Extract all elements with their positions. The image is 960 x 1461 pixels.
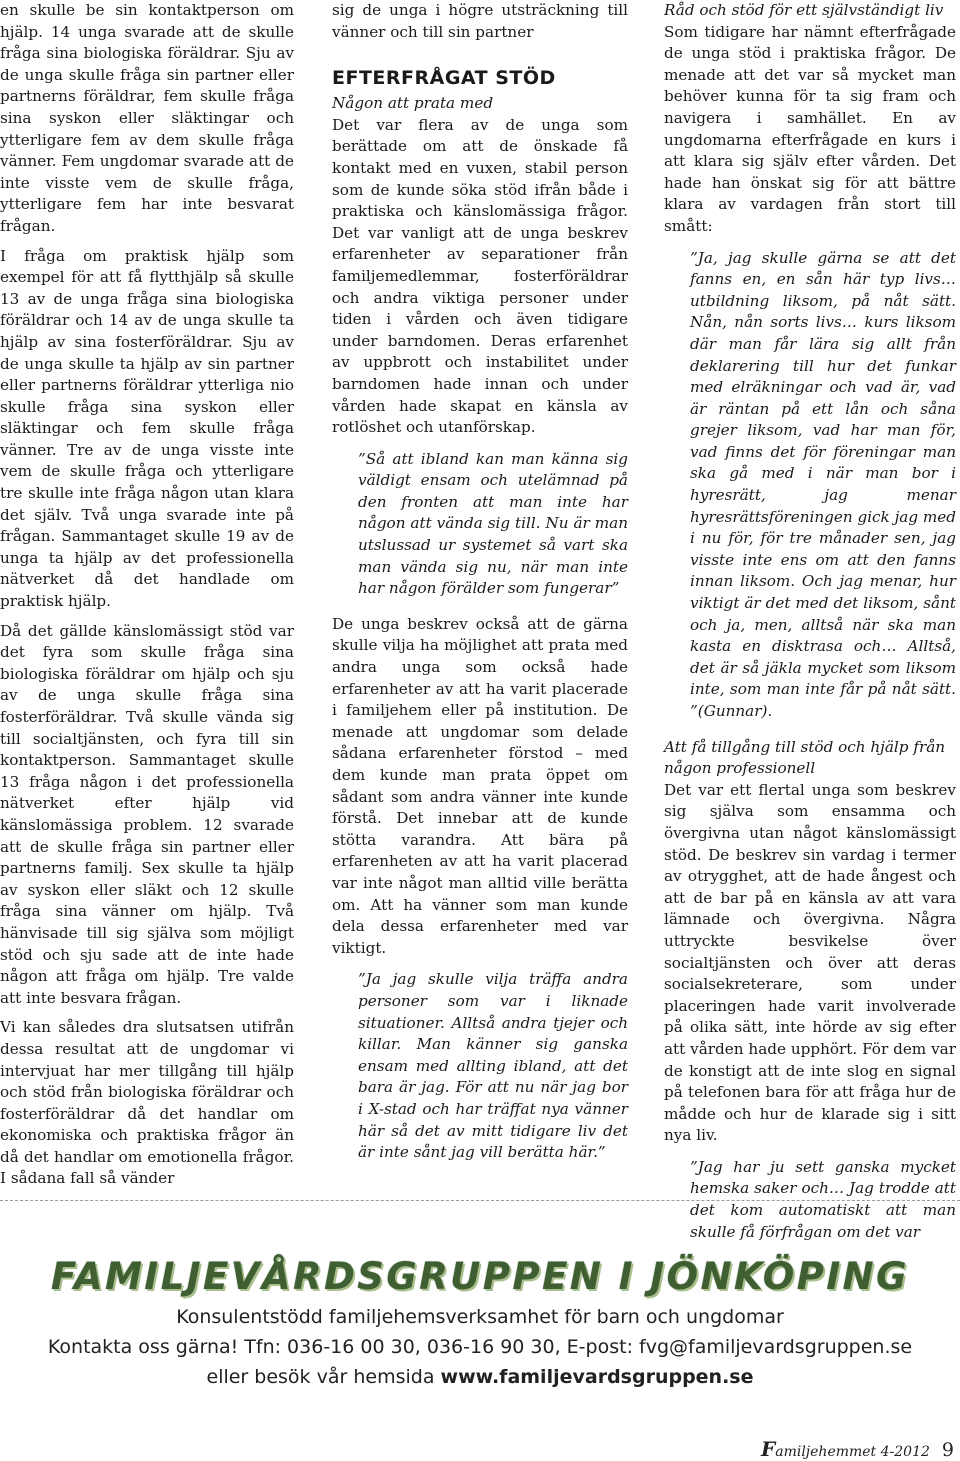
interview-quote: ”Jag har ju sett ganska mycket hemska saker och… Jag trodde att det kom automatiskt att man skulle få förfrågan om det var xyxy=(690,1157,956,1241)
body-paragraph: De unga beskrev också att de gärna skulle vilja ha möjlighet att prata med andra unga som också hade erfarenheter av att ha varit placerade i familjehem eller på institution. De menade att ungdomar som delade sådana erfarenheter förstod – med dem kunde man prata öppet om sådant som andra vänner inte kunde förstå. Det innebar att de kunde stötta varandra. Att bära på erfarenheten av att ha varit placerad var inte något man alltid ville berätta om. Att ha vänner som man kunde dela dessa erfarenheter med var viktigt. xyxy=(332,614,628,957)
body-paragraph: en skulle be sin kontaktperson om hjälp. 14 unga svarade att de skulle fråga sina biologiska föräldrar. Sju av de unga skulle fråga sin partner eller partnerns föräldrar, fem skulle fråga sina syskon eller släktingar och ytterligare fem av dem skulle fråga vänner. Fem ungdomar svarade att de inte visste vem de skulle fråga, ytterligare fem har inte besvarat frågan. xyxy=(0,1,294,235)
ad-website-link[interactable]: www.familjevardsgruppen.se xyxy=(440,1366,754,1388)
interview-quote: ”Ja jag skulle vilja träffa andra personer som var i liknade situationer. Alltså andra tjejer och killar. Man känner sig ganska ensam med allting ibland, att det bara är jag. För att nu när jag bor i X-stad och har träffat nya vänner här så det av mitt tidigare liv det är inte sånt jag vill berätta här.” xyxy=(358,970,628,1162)
body-paragraph: Då det gällde känslomässigt stöd var det fyra som skulle fråga sina biologiska föräldrar om hjälp och sju av de unga skulle fråga sina fosterföräldrar. Två skulle vända sig till socialtjänsten, och fyra till sin kontaktperson. Sammantaget skulle 13 fråga någon i det professionella nätverket efter hjälp vid känslomässiga problem. 12 svarade att de skulle fråga sin partner eller partnerns familj. Sex skulle ta hjälp av syskon eller släkt och 12 skulle fråga sina vänner om hjälp. Två hänvisade till sig själva som möjligt stöd och sju sade att de inte hade någon att fråga om hjälp. Tre valde att inte besvara frågan. xyxy=(0,621,294,1007)
subheading: Råd och stöd för ett självständigt liv xyxy=(664,1,944,19)
body-paragraph: Det var ett flertal unga som beskrev sig själva som ensamma och övergivna utan något känslomässigt stöd. De beskrev sin vardag i termer av otrygghet, att de hade ångest och att de bar på en känsla av att vara lämnade och övergivna. Några uttryckte besvikelse över socialtjänsten och över att deras socialsekreterare, som under placeringen hade varit involverade på olika sätt, inte hörde av sig efter att vården hade upphört. För dem var de konstigt att de inte slog en signal på telefonen bara för att fråga hur de mådde och hur de klarade sig i sitt nya liv. xyxy=(664,780,956,1145)
dashed-divider xyxy=(0,1200,960,1201)
interview-quote: ”Så att ibland kan man känna sig väldigt ensam och utelämnad på den fronten att man inte har någon att vända sig till. Nu är man utslussad ur systemet så vart ska man vända sig nu, när man inte har någon förälder som fungerar” xyxy=(358,449,628,598)
ad-website-line xyxy=(0,1362,960,1392)
page-number: 9 xyxy=(941,1439,954,1461)
subheading: Någon att prata med xyxy=(332,94,494,113)
page-footer xyxy=(761,1437,954,1461)
ad-tagline: Konsulentstödd familjehemsverksamhet för barn och ungdomar xyxy=(176,1306,784,1328)
body-paragraph: Som tidigare har nämnt efterfrågade de unga stöd i praktiska frågor. De menade att det var så mycket man behöver kunna för ta sig fram och navigera i samhället. En av ungdomarna efterfrågade en kurs i att klara sig själv efter vården. Det hade han önskat sig för att bättre klara av vardagen från stort till smått: xyxy=(664,22,956,235)
section-heading: EFTERFRÅGAT STÖD xyxy=(332,67,556,90)
ad-contact: Kontakta oss gärna! Tfn: 036-16 00 30, 036-16 90 30, E-post: fvg@familjevardsgruppen.se xyxy=(47,1336,913,1358)
body-paragraph: Det var flera av de unga som berättade om att de önskade få kontakt med en vuxen, stabil person som de kunde söka stöd ifrån både i praktiska och känslomässiga frågor. Det var vanligt att de unga beskrev erfarenheter av separationer från familjemedlemmar, fosterföräldrar och andra viktiga personer under tiden i vården och även tidigare under barndomen. Deras erfarenhet av uppbrott och instabilitet under barndomen hade innan och under vården hade skapat en känsla av rotlöshet och utanförskap. xyxy=(332,115,628,437)
body-paragraph: I fråga om praktisk hjälp som exempel för att få flytthjälp så skulle 13 av de unga fråga sina biologiska föräldrar och 14 av de unga skulle ta hjälp av sina fosterföräldrar. Sju av de unga skulle ta hjälp av sin partner eller partnerns föräldrar ytterliga nio skulle fråga sina syskon eller släktingar och fem skulle fråga vänner. Tre av de unga visste inte vem de skulle fråga och ytterligare tre skulle inte fråga någon utan klara det själv. Två unga svarade inte på frågan. Sammantaget skulle 19 av de unga ta hjälp av det professionella nätverket då det handlade om praktisk hjälp. xyxy=(0,246,294,611)
ad-website-prefix: eller besök vår hemsida xyxy=(206,1366,441,1388)
advertisement xyxy=(0,1252,960,1392)
article-column-3 xyxy=(664,0,956,1257)
body-paragraph: sig de unga i högre utsträckning till vänner och till sin partner xyxy=(332,1,628,41)
interview-quote: ”Ja, jag skulle gärna se att det fanns en, en sån här typ livs… utbildning liksom, på nåt sätt. Nån, nån sorts livs… kurs liksom där man får lära sig allt från deklarering till hur det funkar med elräkningar och vad är, vad är räntan på ett lån och såna grejer liksom, vad har man för, vad finns det för föreningar man ska gå med i när man bor i hyresrätt, jag menar hyresrättsföreningen gick jag med i nu för, för tre månader sen, jag visste inte ens om att den fanns innan liksom. Och jag menar, hur viktigt är det med det liksom, sånt och ja, men, alltså när ska man kasta en disktrasa och… Alltså, det är så jäkla mycket som liksom inte, som man inte får på nåt sätt. ”(Gunnar). xyxy=(690,248,957,720)
article-column-1 xyxy=(0,0,294,1190)
ad-title: FAMILJEVÅRDSGRUPPEN I JÖNKÖPING xyxy=(50,1255,910,1298)
magazine-name: Familjehemmet 4-2012 xyxy=(761,1437,930,1461)
subheading: Att få tillgång till stöd och hjälp från någon professionell xyxy=(664,737,946,778)
article-column-2 xyxy=(332,0,628,1178)
body-paragraph: Vi kan således dra slutsatsen utifrån dessa resultat att de ungdomar vi intervjuat har mer tillgång till hjälp och stöd från biologiska föräldrar och fosterföräldrar då det handlar om ekonomiska och praktiska frågor än då det handlar om emotionella frågor. I sådana fall så vänder xyxy=(0,1018,294,1188)
